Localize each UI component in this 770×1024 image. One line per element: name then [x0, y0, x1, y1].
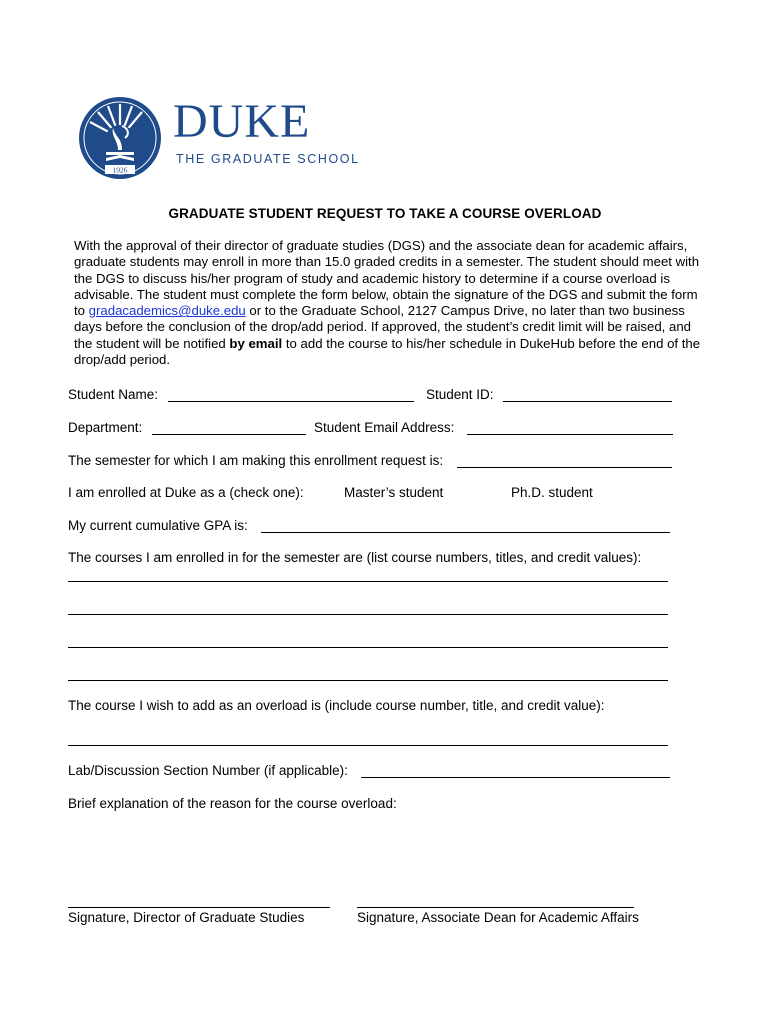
intro-paragraph	[74, 238, 704, 368]
dean-signature-line[interactable]	[357, 907, 634, 908]
gpa-label: My current cumulative GPA is:	[68, 518, 248, 533]
logo-subtitle: THE GRADUATE SCHOOL	[176, 152, 360, 166]
enrolled-as-label: I am enrolled at Duke as a (check one):	[68, 485, 304, 500]
semester-field[interactable]	[457, 467, 672, 468]
duke-graduate-school-logo	[78, 94, 360, 184]
student-id-label: Student ID:	[426, 387, 494, 402]
intro-text-2: or to the Graduate School, 2127 Campus Drive, no later than two business days before the conclusion of the drop/add period. If approved, the student’s credit limit will be raised, and the student will be notified	[74, 303, 692, 351]
seal-year: 1926	[112, 165, 128, 175]
masters-student-option[interactable]: Master’s student	[344, 485, 444, 500]
duke-seal-icon	[78, 94, 162, 182]
dean-signature-label: Signature, Associate Dean for Academic Affairs	[357, 910, 639, 925]
courses-enrolled-line-2[interactable]	[68, 614, 668, 615]
courses-enrolled-line-3[interactable]	[68, 647, 668, 648]
explanation-area[interactable]	[68, 818, 668, 898]
student-email-label: Student Email Address:	[314, 420, 455, 435]
student-id-field[interactable]	[503, 401, 672, 402]
department-field[interactable]	[152, 434, 306, 435]
courses-enrolled-label: The courses I am enrolled in for the semester are (list course numbers, titles, and credit values):	[68, 550, 642, 565]
intro-text-1: With the approval of their director of graduate studies (DGS) and the associate dean for academic affairs, graduate students may enroll in more than 15.0 graded credits in a semester. The student should meet with the DGS to discuss his/her program of study and academic history to determine if a course overload is advisable. The student must complete the form below, obtain the signature of the DGS and submit the form to	[74, 238, 700, 319]
semester-label: The semester for which I am making this enrollment request is:	[68, 453, 444, 468]
dgs-signature-line[interactable]	[68, 907, 330, 908]
phd-student-option[interactable]: Ph.D. student	[511, 485, 593, 500]
student-name-label: Student Name:	[68, 387, 159, 402]
lab-section-label: Lab/Discussion Section Number (if applicable):	[68, 763, 348, 778]
course-to-add-line[interactable]	[68, 745, 668, 746]
email-link[interactable]: gradacademics@duke.edu	[88, 303, 246, 319]
gpa-field[interactable]	[261, 532, 670, 533]
form-title: GRADUATE STUDENT REQUEST TO TAKE A COURSE OVERLOAD	[168, 206, 602, 221]
course-to-add-label: The course I wish to add as an overload is (include course number, title, and credit value):	[68, 698, 605, 713]
department-label: Department:	[68, 420, 143, 435]
logo-wordmark: DUKE	[173, 95, 311, 148]
student-name-field[interactable]	[168, 401, 414, 402]
explanation-label: Brief explanation of the reason for the course overload:	[68, 796, 397, 811]
lab-section-field[interactable]	[361, 777, 670, 778]
student-email-field[interactable]	[467, 434, 673, 435]
courses-enrolled-line-4[interactable]	[68, 680, 668, 681]
courses-enrolled-line-1[interactable]	[68, 581, 668, 582]
dgs-signature-label: Signature, Director of Graduate Studies	[68, 910, 305, 925]
intro-text-3: to add the course to his/her schedule in DukeHub before the end of the drop/add period.	[74, 335, 701, 368]
intro-bold-text: by email	[229, 335, 283, 351]
